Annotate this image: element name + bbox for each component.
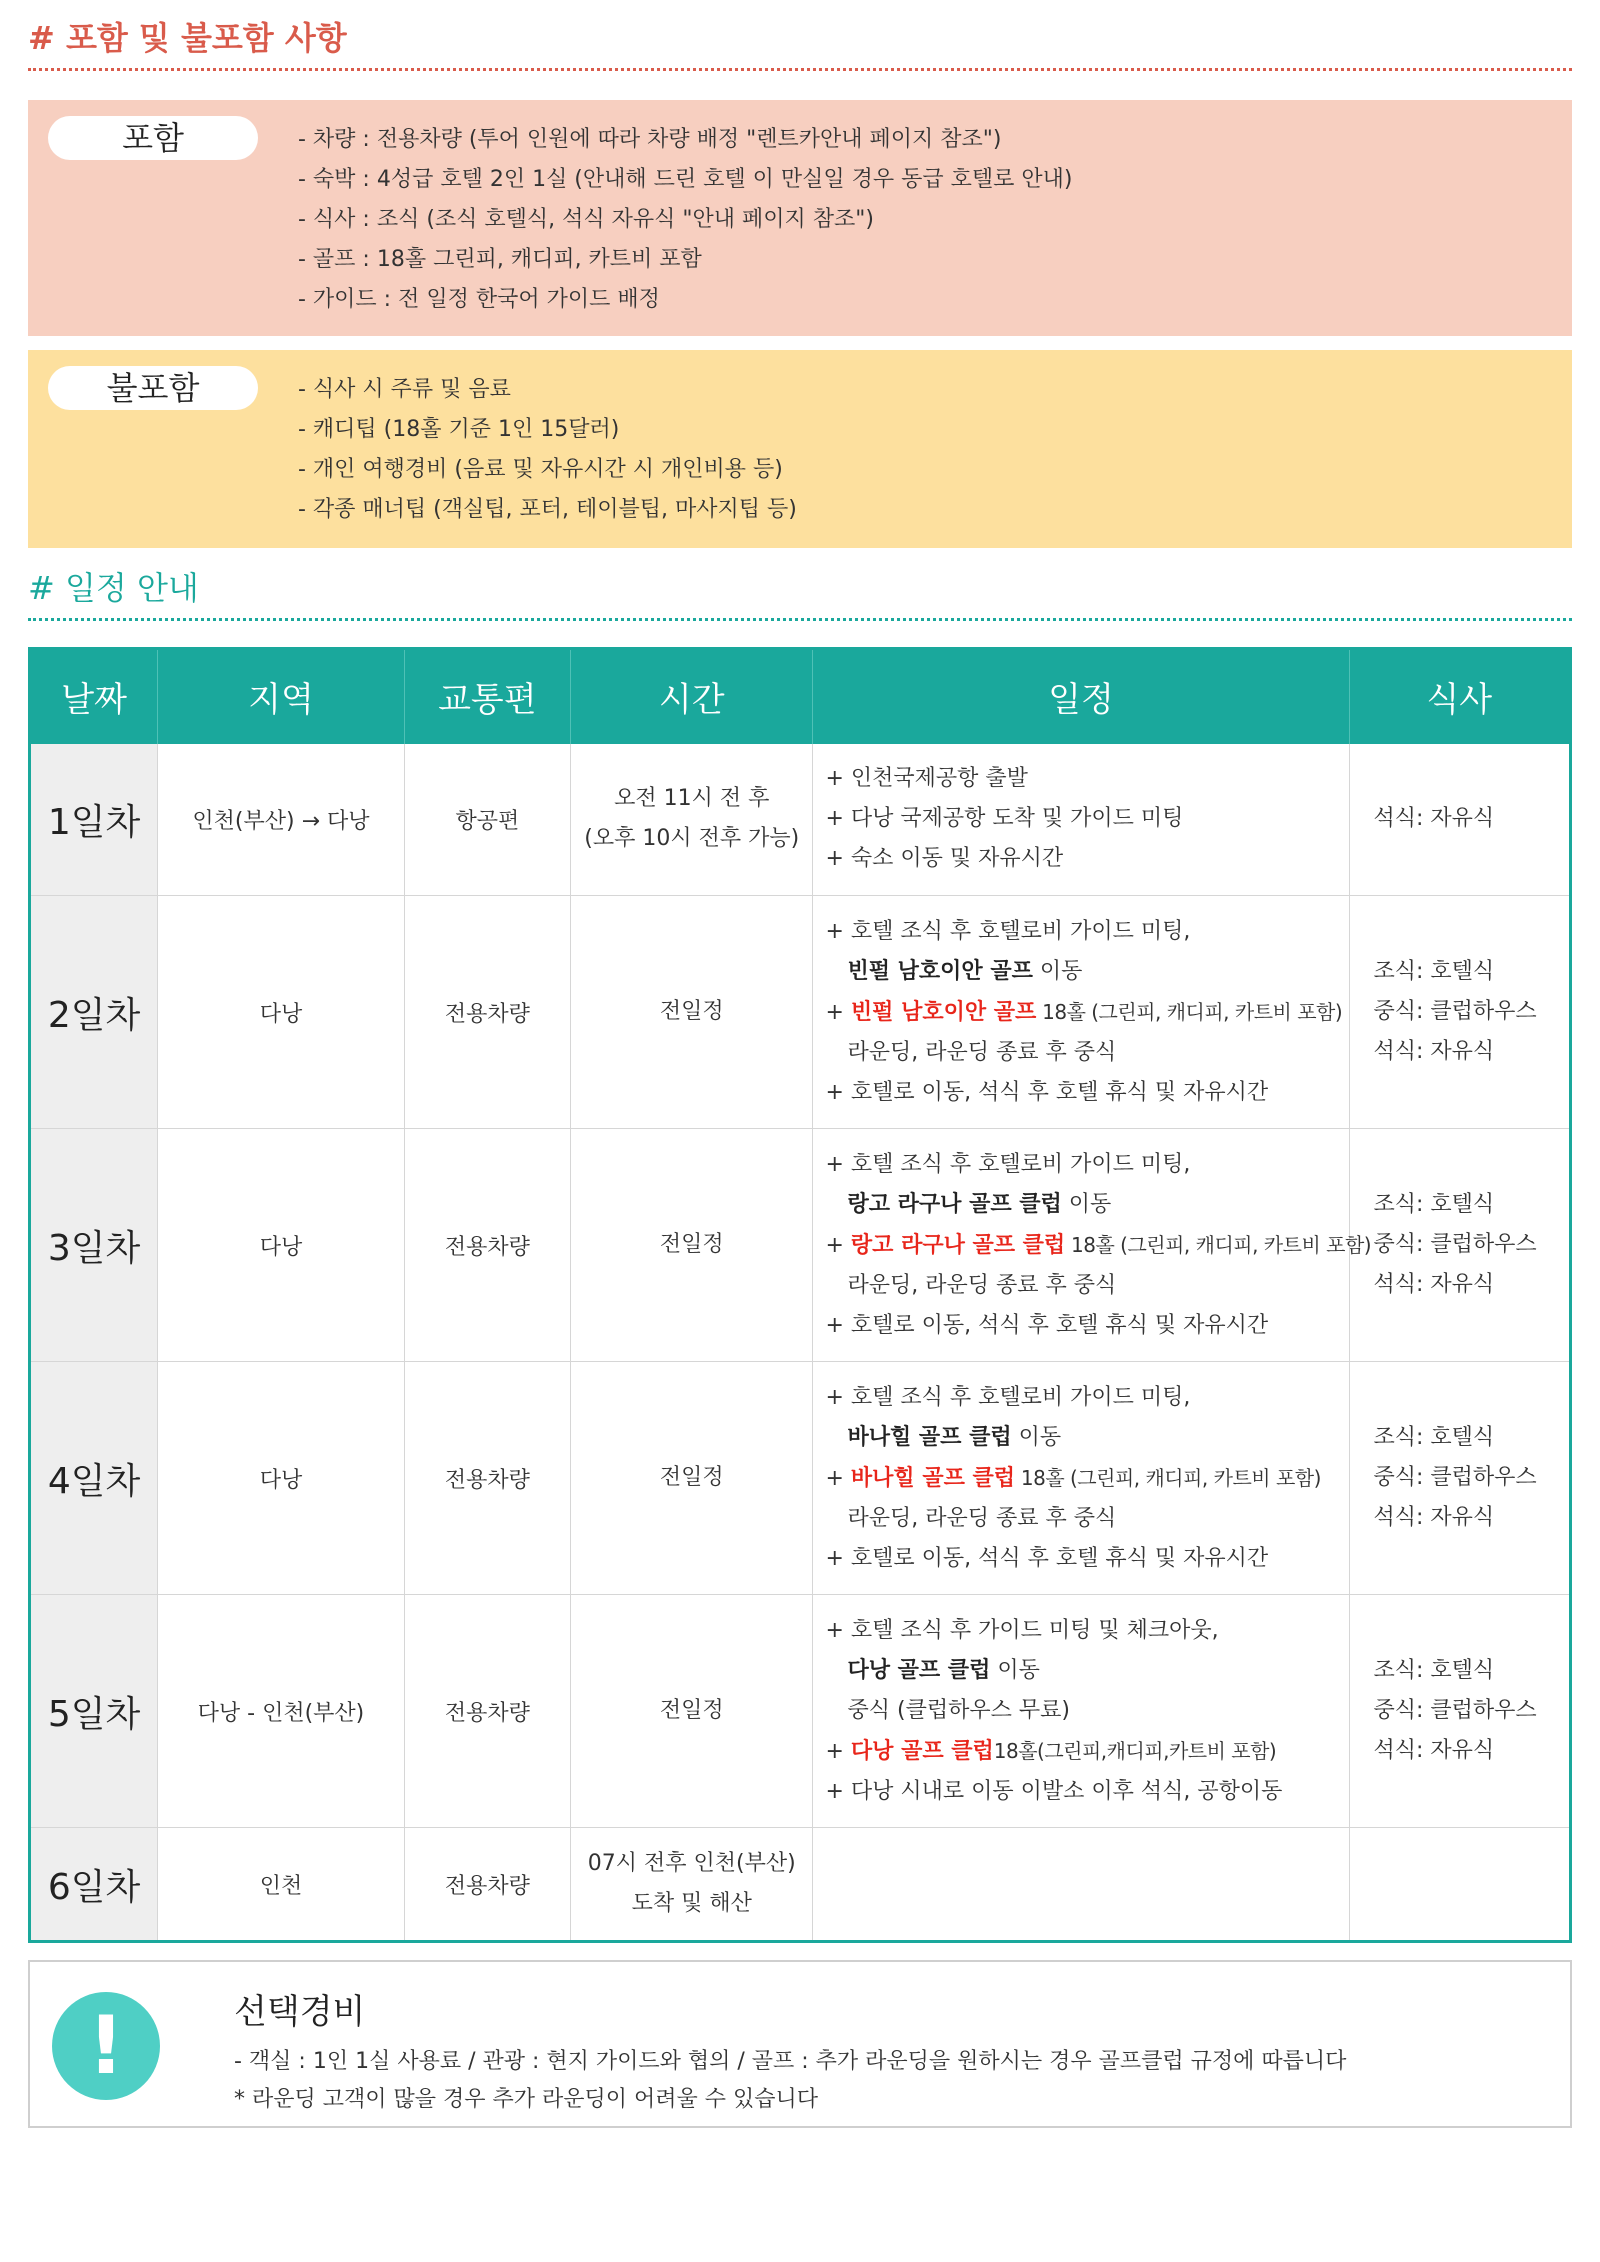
header-date: 날짜: [30, 649, 158, 744]
golf-club-highlight: 바나힐 골프 클럽: [850, 1465, 1016, 1491]
golf-club-highlight: 다낭 골프 클럽: [850, 1738, 994, 1764]
plan-text: 18홀(그린피,캐디피,카트비 포함): [993, 1738, 1277, 1763]
optional-expenses-title: 선택경비: [234, 1992, 366, 2032]
time-line: 오전 11시 전 후: [614, 786, 770, 812]
day-cell: 5일차: [30, 1595, 158, 1828]
meal-cell: [1349, 1595, 1570, 1828]
plan-line: + 호텔 조식 후 가이드 미팅 및 체크아웃,: [825, 1617, 1219, 1643]
meal-cell: [1349, 1362, 1570, 1595]
list-item: - 숙박 : 4성급 호텔 2인 1실 (안내해 드린 호텔 이 만실일 경우 동급 호텔로 안내): [298, 167, 1073, 192]
meal-line: 석식: 자유식: [1373, 806, 1495, 832]
plan-cell: [813, 1129, 1372, 1362]
included-label: 포함: [48, 116, 258, 160]
time-line: 도착 및 해산: [631, 1891, 752, 1916]
time-cell: 전일정: [571, 1129, 813, 1362]
region-cell: 다낭: [158, 1129, 404, 1362]
day-cell: 2일차: [30, 896, 158, 1129]
plan-text: 이동: [1061, 1191, 1112, 1217]
section-divider: [28, 68, 1572, 71]
optional-expenses-box: [28, 1960, 1572, 2128]
plan-line: + 호텔로 이동, 석식 후 호텔 휴식 및 자유시간: [825, 1079, 1269, 1105]
meal-line: 중식: 클럽하우스: [1373, 1465, 1537, 1490]
excluded-list: [298, 370, 797, 530]
day-cell: 6일차: [30, 1828, 158, 1942]
plan-line: [825, 992, 1348, 1033]
plan-line: + 호텔 조식 후 호텔로비 가이드 미팅,: [825, 918, 1191, 944]
plus-sign: +: [825, 1232, 851, 1258]
plan-line: [825, 1185, 1348, 1225]
plus-sign: +: [825, 999, 851, 1025]
plan-line: + 인천국제공항 출발: [825, 766, 1028, 792]
plan-line: [825, 1731, 1348, 1772]
list-item: - 식사 : 조식 (조식 호텔식, 석식 자유식 "안내 페이지 참조"): [298, 207, 874, 232]
plan-line: + 호텔로 이동, 석식 후 호텔 휴식 및 자유시간: [825, 1545, 1269, 1571]
transport-cell: 전용차량: [404, 896, 570, 1129]
plan-line: 라운딩, 라운딩 종료 후 중식: [847, 1505, 1117, 1531]
section-divider: [28, 618, 1572, 621]
schedule-section-title: # 일정 안내: [28, 569, 199, 607]
meal-line: 중식: 클럽하우스: [1373, 999, 1537, 1024]
meal-line: 석식: 자유식: [1373, 1272, 1495, 1297]
time-cell: [571, 744, 813, 896]
golf-club-name: 랑고 라구나 골프 클럽: [847, 1191, 1062, 1217]
plan-text: 18홀 (그린피, 캐디피, 카트비 포함): [1015, 1465, 1321, 1490]
meal-cell: [1349, 1828, 1570, 1942]
golf-club-highlight: 랑고 라구나 골프 클럽: [850, 1232, 1066, 1258]
plan-line: [825, 952, 1348, 992]
meal-line: 중식: 클럽하우스: [1373, 1232, 1537, 1257]
plan-line: + 다낭 국제공항 도착 및 가이드 미팅: [825, 806, 1184, 832]
plus-sign: +: [825, 1465, 851, 1491]
plan-cell: [813, 896, 1349, 1129]
plan-line: 라운딩, 라운딩 종료 후 중식: [847, 1039, 1117, 1065]
region-cell: 다낭: [158, 1362, 404, 1595]
list-item: - 개인 여행경비 (음료 및 자유시간 시 개인비용 등): [298, 457, 783, 482]
table-row: [30, 744, 1571, 896]
plan-line: [825, 1418, 1348, 1458]
list-item: - 골프 : 18홀 그린피, 캐디피, 카트비 포함: [298, 247, 702, 272]
plan-line: [825, 1458, 1348, 1499]
included-list: [298, 120, 1072, 320]
transport-cell: 항공편: [404, 744, 570, 896]
plan-text: 이동: [1032, 958, 1083, 984]
golf-club-name: 바나힐 골프 클럽: [847, 1424, 1012, 1450]
table-row: [30, 1828, 1571, 1942]
meal-line: 조식: 호텔식: [1373, 959, 1495, 984]
plan-cell: [813, 1828, 1349, 1942]
golf-club-name: 빈펄 남호이안 골프: [847, 958, 1033, 984]
region-cell: 다낭: [158, 896, 404, 1129]
excluded-label: 불포함: [48, 366, 258, 410]
plan-cell: [813, 1595, 1349, 1828]
meal-cell: [1349, 744, 1570, 896]
meal-line: 조식: 호텔식: [1373, 1192, 1495, 1217]
plan-line: + 다낭 시내로 이동 이발소 이후 석식, 공항이동: [825, 1778, 1283, 1804]
transport-cell: 전용차량: [404, 1828, 570, 1942]
table-row: [30, 896, 1571, 1129]
exclamation-icon: !: [52, 1992, 160, 2100]
plan-line: + 호텔로 이동, 석식 후 호텔 휴식 및 자유시간: [825, 1312, 1269, 1338]
meal-cell: [1349, 896, 1570, 1129]
meal-line: 석식: 자유식: [1373, 1738, 1495, 1763]
meal-line: 석식: 자유식: [1373, 1505, 1495, 1530]
day-cell: 3일차: [30, 1129, 158, 1362]
plan-text: 18홀 (그린피, 캐디피, 카트비 포함): [1036, 999, 1343, 1024]
plan-line: + 숙소 이동 및 자유시간: [825, 846, 1064, 872]
golf-club-name: 다낭 골프 클럽: [847, 1657, 991, 1683]
meal-line: 석식: 자유식: [1373, 1039, 1495, 1064]
excluded-box: [28, 350, 1572, 548]
header-plan: 일정: [813, 649, 1349, 744]
table-row: [30, 1595, 1571, 1828]
plan-line: 중식 (클럽하우스 무료): [847, 1697, 1070, 1723]
header-meal: 식사: [1349, 649, 1570, 744]
meal-line: 중식: 클럽하우스: [1373, 1698, 1537, 1723]
region-cell: 인천: [158, 1828, 404, 1942]
transport-cell: 전용차량: [404, 1129, 570, 1362]
time-cell: [571, 1828, 813, 1942]
plan-text: 18홀 (그린피, 캐디피, 카트비 포함): [1065, 1232, 1372, 1257]
plan-cell: [813, 1362, 1349, 1595]
time-line: (오후 10시 전후 가능): [584, 826, 800, 852]
plus-sign: +: [825, 1738, 851, 1764]
header-time: 시간: [571, 649, 813, 744]
transport-cell: 전용차량: [404, 1595, 570, 1828]
table-row: [30, 1129, 1571, 1362]
plan-line: + 호텔 조식 후 호텔로비 가이드 미팅,: [825, 1384, 1191, 1410]
table-header-row: [30, 649, 1571, 744]
list-item: - 캐디팁 (18홀 기준 1인 15달러): [298, 417, 620, 442]
time-line: 07시 전후 인천(부산): [587, 1851, 796, 1876]
day-cell: 1일차: [30, 744, 158, 896]
header-region: 지역: [158, 649, 404, 744]
plan-line: [825, 1225, 1372, 1266]
list-item: - 가이드 : 전 일정 한국어 가이드 배정: [298, 287, 660, 312]
inclusion-section-title: # 포함 및 불포함 사항: [28, 19, 347, 57]
day-cell: 4일차: [30, 1362, 158, 1595]
plan-line: + 호텔 조식 후 호텔로비 가이드 미팅,: [825, 1151, 1191, 1177]
time-cell: 전일정: [571, 1595, 813, 1828]
region-cell: 인천(부산) → 다낭: [158, 744, 404, 896]
meal-line: 조식: 호텔식: [1373, 1425, 1495, 1450]
transport-cell: 전용차량: [404, 1362, 570, 1595]
list-item: - 식사 시 주류 및 음료: [298, 377, 511, 402]
meal-cell: [1349, 1129, 1570, 1362]
list-item: - 차량 : 전용차량 (투어 인원에 따라 차량 배정 "렌트카안내 페이지 참조"): [298, 127, 1002, 152]
plan-line: [825, 1651, 1348, 1691]
time-cell: 전일정: [571, 896, 813, 1129]
schedule-table: [28, 647, 1572, 1943]
region-cell: 다낭 - 인천(부산): [158, 1595, 404, 1828]
optional-expenses-note: * 라운딩 고객이 많을 경우 추가 라운딩이 어려울 수 있습니다: [234, 2087, 818, 2112]
plan-text: 이동: [990, 1657, 1040, 1683]
meal-line: 조식: 호텔식: [1373, 1658, 1495, 1683]
plan-cell: [813, 744, 1349, 896]
included-box: [28, 100, 1572, 336]
optional-expenses-line: - 객실 : 1인 1실 사용료 / 관광 : 현지 가이드와 협의 / 골프 : 추가 라운딩을 원하시는 경우 골프클럽 규정에 따릅니다: [234, 2049, 1347, 2074]
plan-text: 이동: [1011, 1424, 1062, 1450]
header-transport: 교통편: [404, 649, 570, 744]
list-item: - 각종 매너팁 (객실팁, 포터, 테이블팁, 마사지팁 등): [298, 497, 797, 522]
time-cell: 전일정: [571, 1362, 813, 1595]
golf-club-highlight: 빈펄 남호이안 골프: [850, 999, 1037, 1025]
table-row: [30, 1362, 1571, 1595]
plan-line: 라운딩, 라운딩 종료 후 중식: [847, 1272, 1117, 1298]
